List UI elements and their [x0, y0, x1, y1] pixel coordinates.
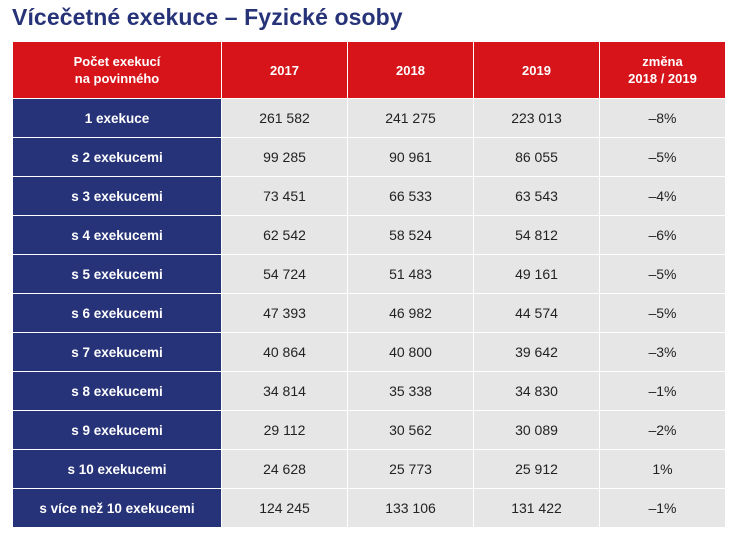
value-cell: 51 483: [348, 255, 474, 294]
column-header-text: 2018 / 2019: [628, 71, 697, 86]
column-header-3: [474, 42, 600, 99]
table-row: [13, 294, 726, 333]
change-cell: –8%: [600, 99, 726, 138]
column-header-2: [348, 42, 474, 99]
value-cell: 25 912: [474, 450, 600, 489]
value-cell: 40 864: [222, 333, 348, 372]
header-row: [13, 42, 726, 99]
value-cell: 261 582: [222, 99, 348, 138]
value-cell: 86 055: [474, 138, 600, 177]
column-header-4: [600, 42, 726, 99]
column-header-text: 2018: [396, 62, 425, 78]
value-cell: 46 982: [348, 294, 474, 333]
row-label: 1 exekuce: [13, 99, 222, 138]
value-cell: 35 338: [348, 372, 474, 411]
row-label: s 10 exekucemi: [13, 450, 222, 489]
row-label: s 7 exekucemi: [13, 333, 222, 372]
value-cell: 40 800: [348, 333, 474, 372]
value-cell: 47 393: [222, 294, 348, 333]
row-label: s více než 10 exekucemi: [13, 489, 222, 528]
change-cell: –3%: [600, 333, 726, 372]
table-row: [13, 255, 726, 294]
value-cell: 25 773: [348, 450, 474, 489]
table-row: [13, 372, 726, 411]
value-cell: 99 285: [222, 138, 348, 177]
value-cell: 62 542: [222, 216, 348, 255]
data-table: [12, 41, 726, 528]
change-cell: –2%: [600, 411, 726, 450]
value-cell: 44 574: [474, 294, 600, 333]
value-cell: 54 724: [222, 255, 348, 294]
value-cell: 241 275: [348, 99, 474, 138]
column-header-text: na povinného: [74, 71, 160, 86]
table-row: [13, 138, 726, 177]
column-header-text: změna: [642, 54, 683, 69]
value-cell: 39 642: [474, 333, 600, 372]
value-cell: 54 812: [474, 216, 600, 255]
table-row: [13, 411, 726, 450]
table-row: [13, 216, 726, 255]
value-cell: 73 451: [222, 177, 348, 216]
column-header-text: 2017: [270, 62, 299, 78]
row-label: s 5 exekucemi: [13, 255, 222, 294]
table-row: [13, 489, 726, 528]
change-cell: –1%: [600, 372, 726, 411]
value-cell: 124 245: [222, 489, 348, 528]
row-label: s 6 exekucemi: [13, 294, 222, 333]
value-cell: 49 161: [474, 255, 600, 294]
table-row: [13, 450, 726, 489]
row-label: s 9 exekucemi: [13, 411, 222, 450]
value-cell: 29 112: [222, 411, 348, 450]
row-label: s 3 exekucemi: [13, 177, 222, 216]
value-cell: 24 628: [222, 450, 348, 489]
change-cell: –4%: [600, 177, 726, 216]
table-row: [13, 99, 726, 138]
value-cell: 66 533: [348, 177, 474, 216]
value-cell: 30 562: [348, 411, 474, 450]
page-title: Vícečetné exekuce – Fyzické osoby: [12, 4, 403, 30]
change-cell: –1%: [600, 489, 726, 528]
column-header-1: [222, 42, 348, 99]
change-cell: –5%: [600, 138, 726, 177]
column-header-text: Počet exekucí: [73, 54, 161, 69]
change-cell: –5%: [600, 255, 726, 294]
value-cell: 63 543: [474, 177, 600, 216]
column-header-text: 2019: [522, 62, 551, 78]
column-header-0: [13, 42, 222, 99]
value-cell: 58 524: [348, 216, 474, 255]
value-cell: 131 422: [474, 489, 600, 528]
table-body: [13, 99, 726, 528]
change-cell: 1%: [600, 450, 726, 489]
value-cell: 34 830: [474, 372, 600, 411]
change-cell: –5%: [600, 294, 726, 333]
change-cell: –6%: [600, 216, 726, 255]
value-cell: 223 013: [474, 99, 600, 138]
value-cell: 30 089: [474, 411, 600, 450]
row-label: s 8 exekucemi: [13, 372, 222, 411]
row-label: s 2 exekucemi: [13, 138, 222, 177]
row-label: s 4 exekucemi: [13, 216, 222, 255]
table-row: [13, 177, 726, 216]
value-cell: 133 106: [348, 489, 474, 528]
value-cell: 34 814: [222, 372, 348, 411]
value-cell: 90 961: [348, 138, 474, 177]
table-row: [13, 333, 726, 372]
